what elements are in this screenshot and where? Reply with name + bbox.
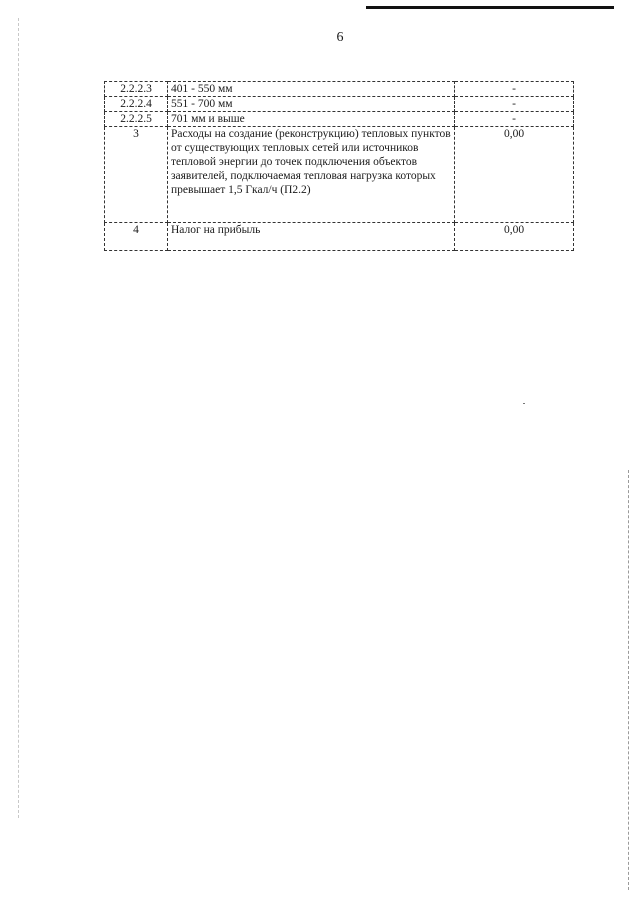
scan-edge-left <box>18 18 20 818</box>
row-description: Расходы на создание (реконструкцию) тепловых пунктов от существующих тепловых сетей или источников тепловой энергии до точек подключения объектов заявителей, подключаемая тепловая нагрузка которых превышает 1,5 Гкал/ч (П2.2) <box>168 127 455 223</box>
table-row <box>105 127 574 223</box>
cost-table <box>104 81 574 251</box>
row-value: - <box>455 112 574 127</box>
row-value: 0,00 <box>455 127 574 223</box>
row-value: - <box>455 97 574 112</box>
row-description: 551 - 700 мм <box>168 97 455 112</box>
table-row <box>105 112 574 127</box>
row-number: 2.2.2.4 <box>105 97 168 112</box>
row-value: 0,00 <box>455 223 574 251</box>
table-row <box>105 97 574 112</box>
row-number: 4 <box>105 223 168 251</box>
row-number: 2.2.2.3 <box>105 82 168 97</box>
page-number: 6 <box>336 30 344 45</box>
row-description: Налог на прибыль <box>168 223 455 251</box>
table-row <box>105 223 574 251</box>
row-description: 401 - 550 мм <box>168 82 455 97</box>
row-number: 3 <box>105 127 168 223</box>
table-row <box>105 82 574 97</box>
row-number: 2.2.2.5 <box>105 112 168 127</box>
scan-speck <box>523 403 525 404</box>
row-value: - <box>455 82 574 97</box>
header-rule <box>366 6 614 9</box>
scan-edge-right <box>628 470 630 890</box>
row-description: 701 мм и выше <box>168 112 455 127</box>
